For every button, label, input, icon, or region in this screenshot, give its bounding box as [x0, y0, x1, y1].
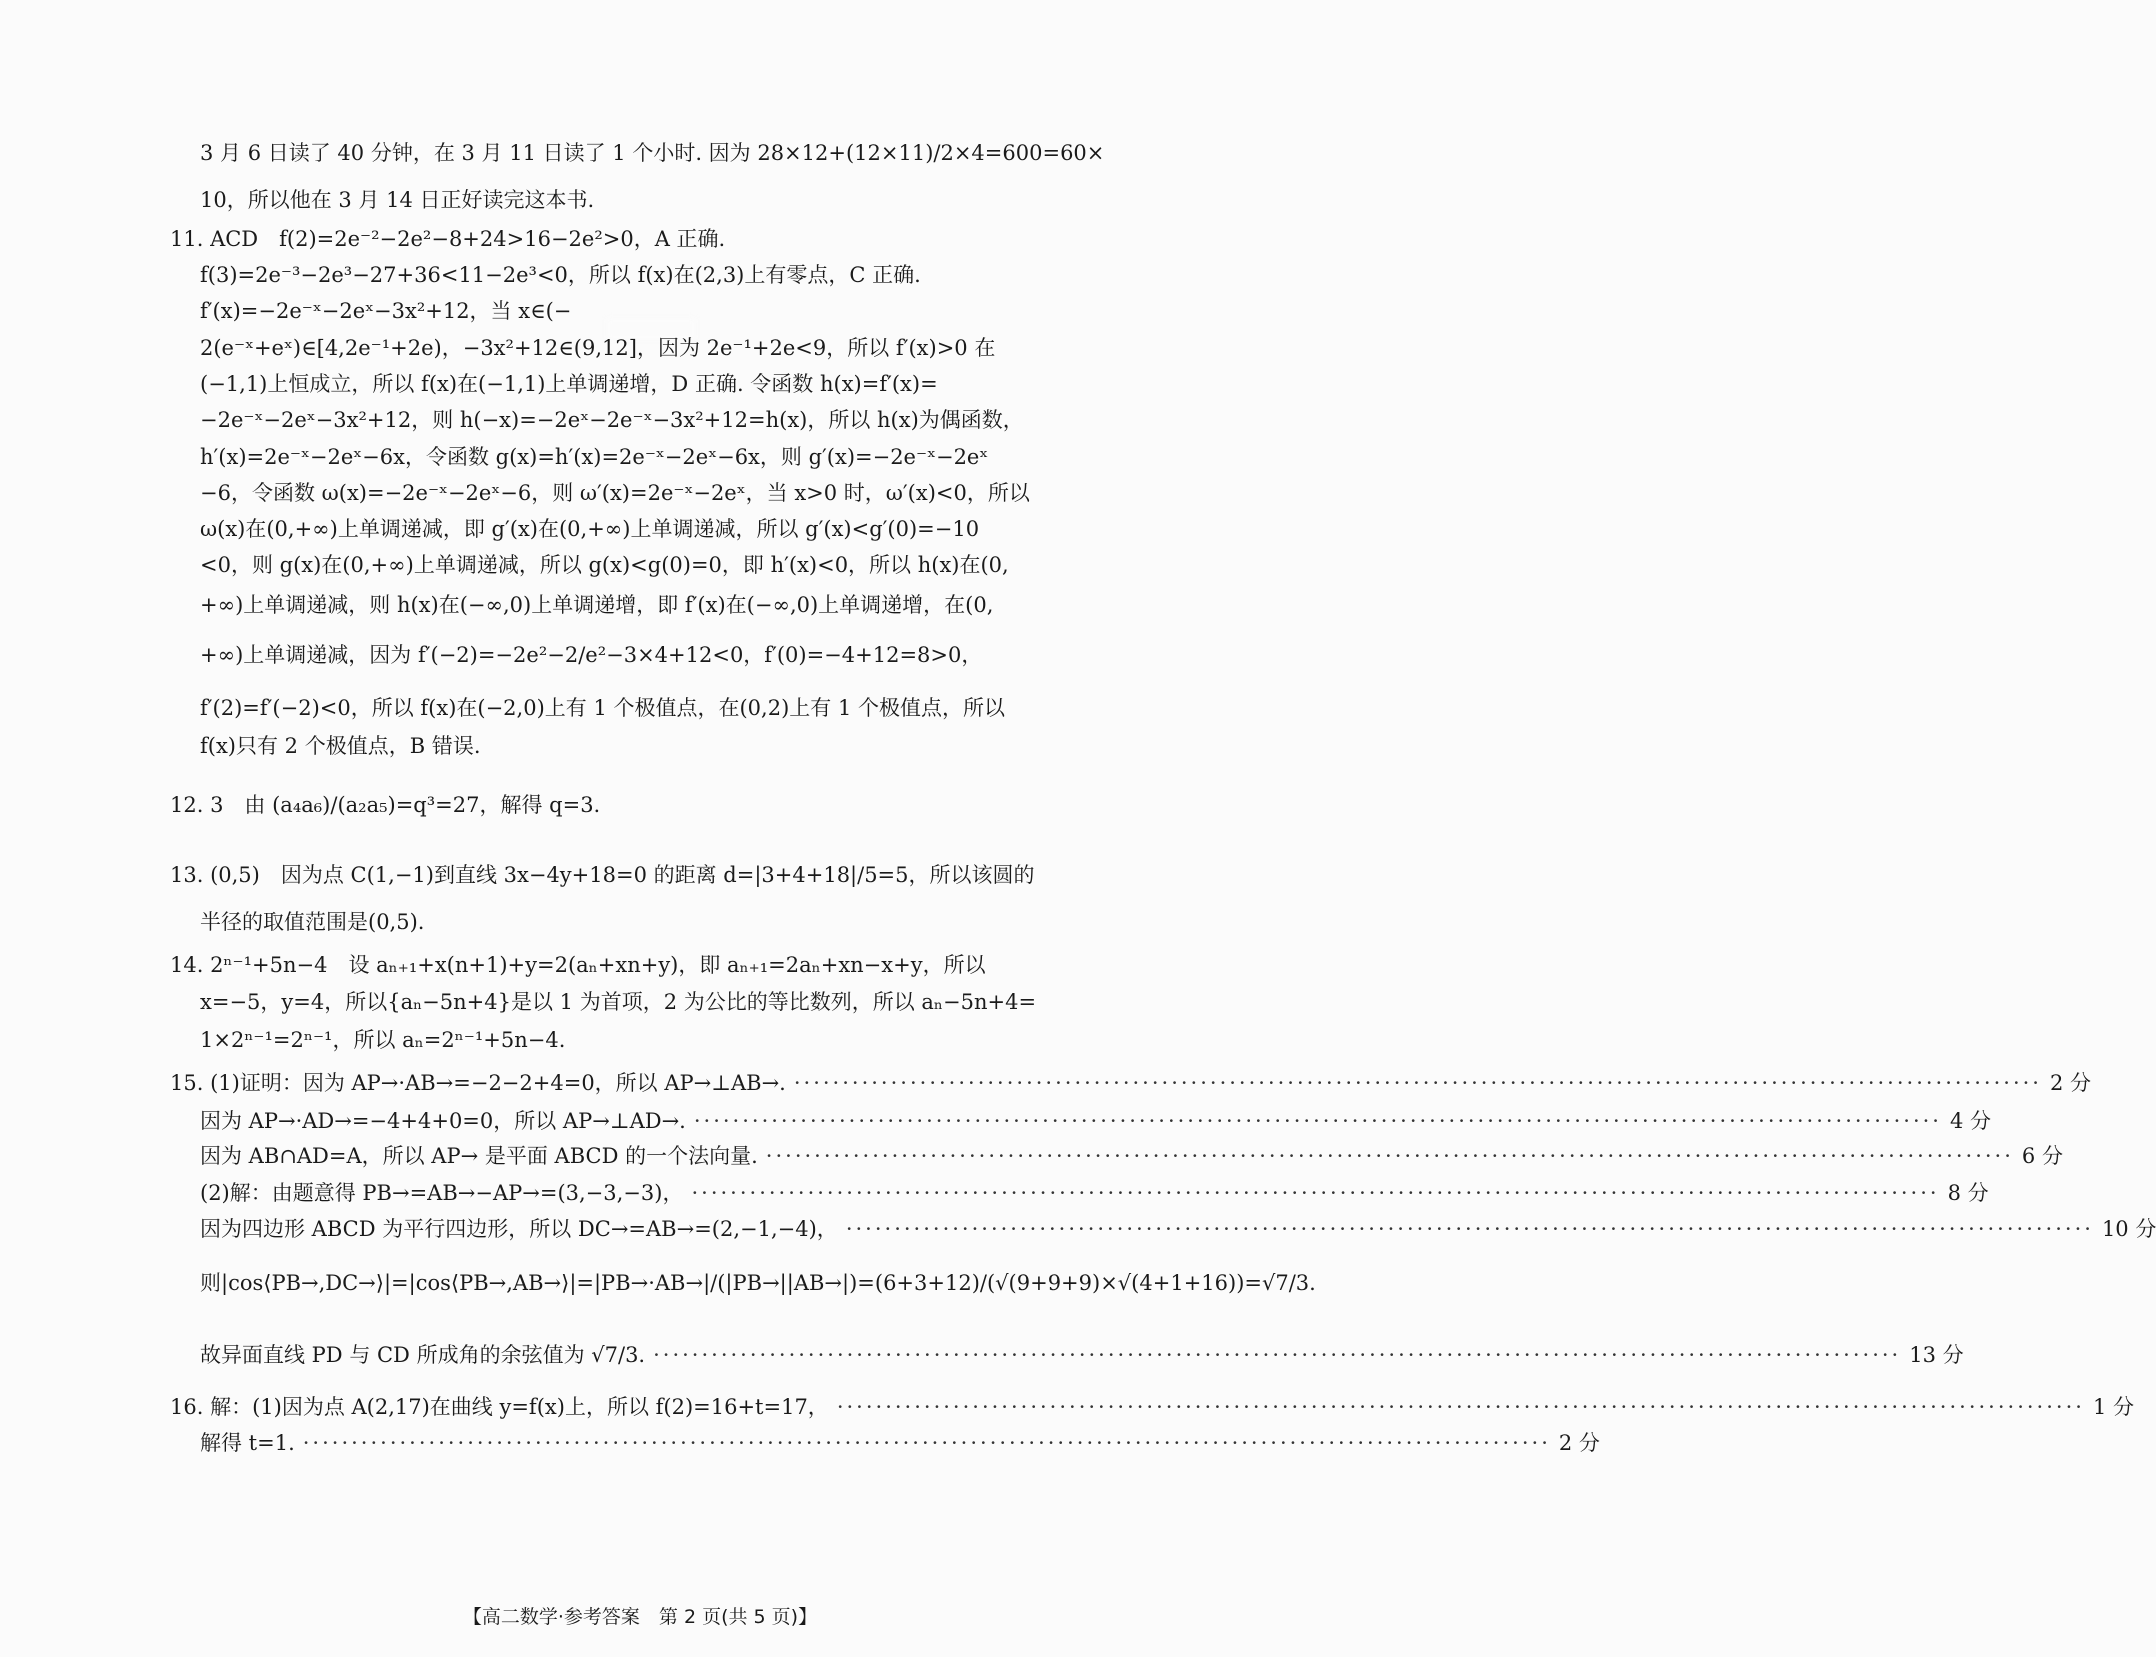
question-15-step	[200, 1106, 1992, 1136]
question-15-step	[200, 1178, 1989, 1208]
text-line: x=−5，y=4，所以{aₙ−5n+4}是以 1 为首项，2 为公比的等比数列，所以 aₙ−5n+4=	[200, 990, 1037, 1014]
step-text: 15. (1)证明：因为 AP→·AB→=−2−2+4=0，所以 AP→⊥AB→.	[170, 1071, 786, 1095]
text-line: (−1,1)上恒成立，所以 f(x)在(−1,1)上单调递增，D 正确. 令函数 h(x)=f′(x)=	[200, 372, 938, 396]
step-text: (2)解：由题意得 PB→=AB→−AP→=(3,−3,−3)，	[200, 1181, 684, 1205]
leader-dots	[846, 1214, 2094, 1244]
leader-dots	[691, 1178, 1939, 1208]
text-line: ω(x)在(0,+∞)上单调递减，即 g′(x)在(0,+∞)上单调递减，所以 g′(x)<g′(0)=−10	[200, 517, 980, 541]
question-15-step	[200, 1141, 2063, 1171]
question-15-step	[200, 1214, 2156, 1244]
page-footer: 【高二数学·参考答案 第 2 页(共 5 页)】	[462, 1606, 818, 1628]
text-line: 3 月 6 日读了 40 分钟，在 3 月 11 日读了 1 个小时. 因为 28×12+(12×11)/2×4=600=60×	[200, 141, 1105, 165]
step-score: 10 分	[2101, 1217, 2156, 1241]
question-16-step	[200, 1428, 1600, 1458]
leader-dots	[303, 1428, 1551, 1458]
step-score: 8 分	[1947, 1181, 1989, 1205]
question-13-answer: 13. (0,5) 因为点 C(1,−1)到直线 3x−4y+18=0 的距离 d=|3+4+18|/5=5，所以该圆的	[170, 863, 1035, 887]
step-text: 解得 t=1.	[200, 1431, 295, 1455]
text-line: <0，则 g(x)在(0,+∞)上单调递减，所以 g(x)<g(0)=0，即 h′(x)<0，所以 h(x)在(0,	[200, 553, 1009, 577]
step-score: 6 分	[2021, 1144, 2063, 1168]
text-line: +∞)上单调递减，则 h(x)在(−∞,0)上单调递增，即 f′(x)在(−∞,0)上单调递增，在(0,	[200, 593, 994, 617]
question-11-answer: 11. ACD f(2)=2e⁻²−2e²−8+24>16−2e²>0，A 正确.	[170, 227, 726, 251]
text-line: 半径的取值范围是(0,5).	[200, 910, 425, 934]
step-text: 故异面直线 PD 与 CD 所成角的余弦值为 √7/3.	[200, 1343, 646, 1367]
leader-dots	[694, 1106, 1942, 1136]
text-line: 10，所以他在 3 月 14 日正好读完这本书.	[200, 188, 595, 212]
text-line: −6，令函数 ω(x)=−2e⁻ˣ−2eˣ−6，则 ω′(x)=2e⁻ˣ−2eˣ，当 x>0 时，ω′(x)<0，所以	[200, 481, 1030, 505]
cosine-formula: 则|cos⟨PB→,DC→⟩|=|cos⟨PB→,AB→⟩|=|PB→·AB→|/(|PB→||AB→|)=(6+3+12)/(√(9+9+9)×√(4+1+16))=√7/3.	[200, 1271, 1316, 1295]
text-line: h′(x)=2e⁻ˣ−2eˣ−6x，令函数 g(x)=h′(x)=2e⁻ˣ−2eˣ−6x，则 g′(x)=−2e⁻ˣ−2eˣ	[200, 445, 989, 469]
question-15-step	[170, 1068, 2092, 1098]
leader-dots	[653, 1340, 1901, 1370]
step-score: 1 分	[2092, 1395, 2134, 1419]
step-score: 2 分	[2049, 1071, 2092, 1095]
text-line: 2(e⁻ˣ+eˣ)∈[4,2e⁻¹+2e)，−3x²+12∈(9,12]，因为 2e⁻¹+2e<9，所以 f′(x)>0 在	[200, 336, 996, 360]
text-line: f′(x)=−2e⁻ˣ−2eˣ−3x²+12，当 x∈(−	[200, 299, 572, 323]
leader-dots	[837, 1392, 2085, 1422]
question-15-step	[200, 1340, 1964, 1370]
step-score: 2 分	[1558, 1431, 1600, 1455]
step-text: 16. 解：(1)因为点 A(2,17)在曲线 y=f(x)上，所以 f(2)=16+t=17，	[170, 1395, 829, 1419]
text-line: +∞)上单调递减，因为 f′(−2)=−2e²−2/e²−3×4+12<0，f′(0)=−4+12=8>0，	[200, 643, 983, 667]
text-line: f(x)只有 2 个极值点，B 错误.	[200, 734, 481, 758]
step-text: 因为四边形 ABCD 为平行四边形，所以 DC→=AB→=(2,−1,−4)，	[200, 1217, 838, 1241]
text-line: f′(2)=f′(−2)<0，所以 f(x)在(−2,0)上有 1 个极值点，在(0,2)上有 1 个极值点，所以	[200, 696, 1005, 720]
step-score: 4 分	[1949, 1109, 1992, 1133]
step-score: 13 分	[1909, 1343, 1964, 1367]
question-12-answer: 12. 3 由 (a₄a₆)/(a₂a₅)=q³=27，解得 q=3.	[170, 793, 601, 817]
leader-dots	[794, 1068, 2042, 1098]
step-text: 因为 AP→·AD→=−4+4+0=0，所以 AP→⊥AD→.	[200, 1109, 686, 1133]
leader-dots	[766, 1141, 2014, 1171]
text-line: f(3)=2e⁻³−2e³−27+36<11−2e³<0，所以 f(x)在(2,3)上有零点，C 正确.	[200, 263, 921, 287]
text-line: 1×2ⁿ⁻¹=2ⁿ⁻¹，所以 aₙ=2ⁿ⁻¹+5n−4.	[200, 1028, 566, 1052]
question-16-step	[170, 1392, 2134, 1422]
step-text: 因为 AB∩AD=A，所以 AP→ 是平面 ABCD 的一个法向量.	[200, 1144, 758, 1168]
question-14-answer: 14. 2ⁿ⁻¹+5n−4 设 aₙ₊₁+x(n+1)+y=2(aₙ+xn+y)，即 aₙ₊₁=2aₙ+xn−x+y，所以	[170, 953, 986, 977]
text-line: −2e⁻ˣ−2eˣ−3x²+12，则 h(−x)=−2eˣ−2e⁻ˣ−3x²+12=h(x)，所以 h(x)为偶函数，	[200, 408, 1024, 432]
